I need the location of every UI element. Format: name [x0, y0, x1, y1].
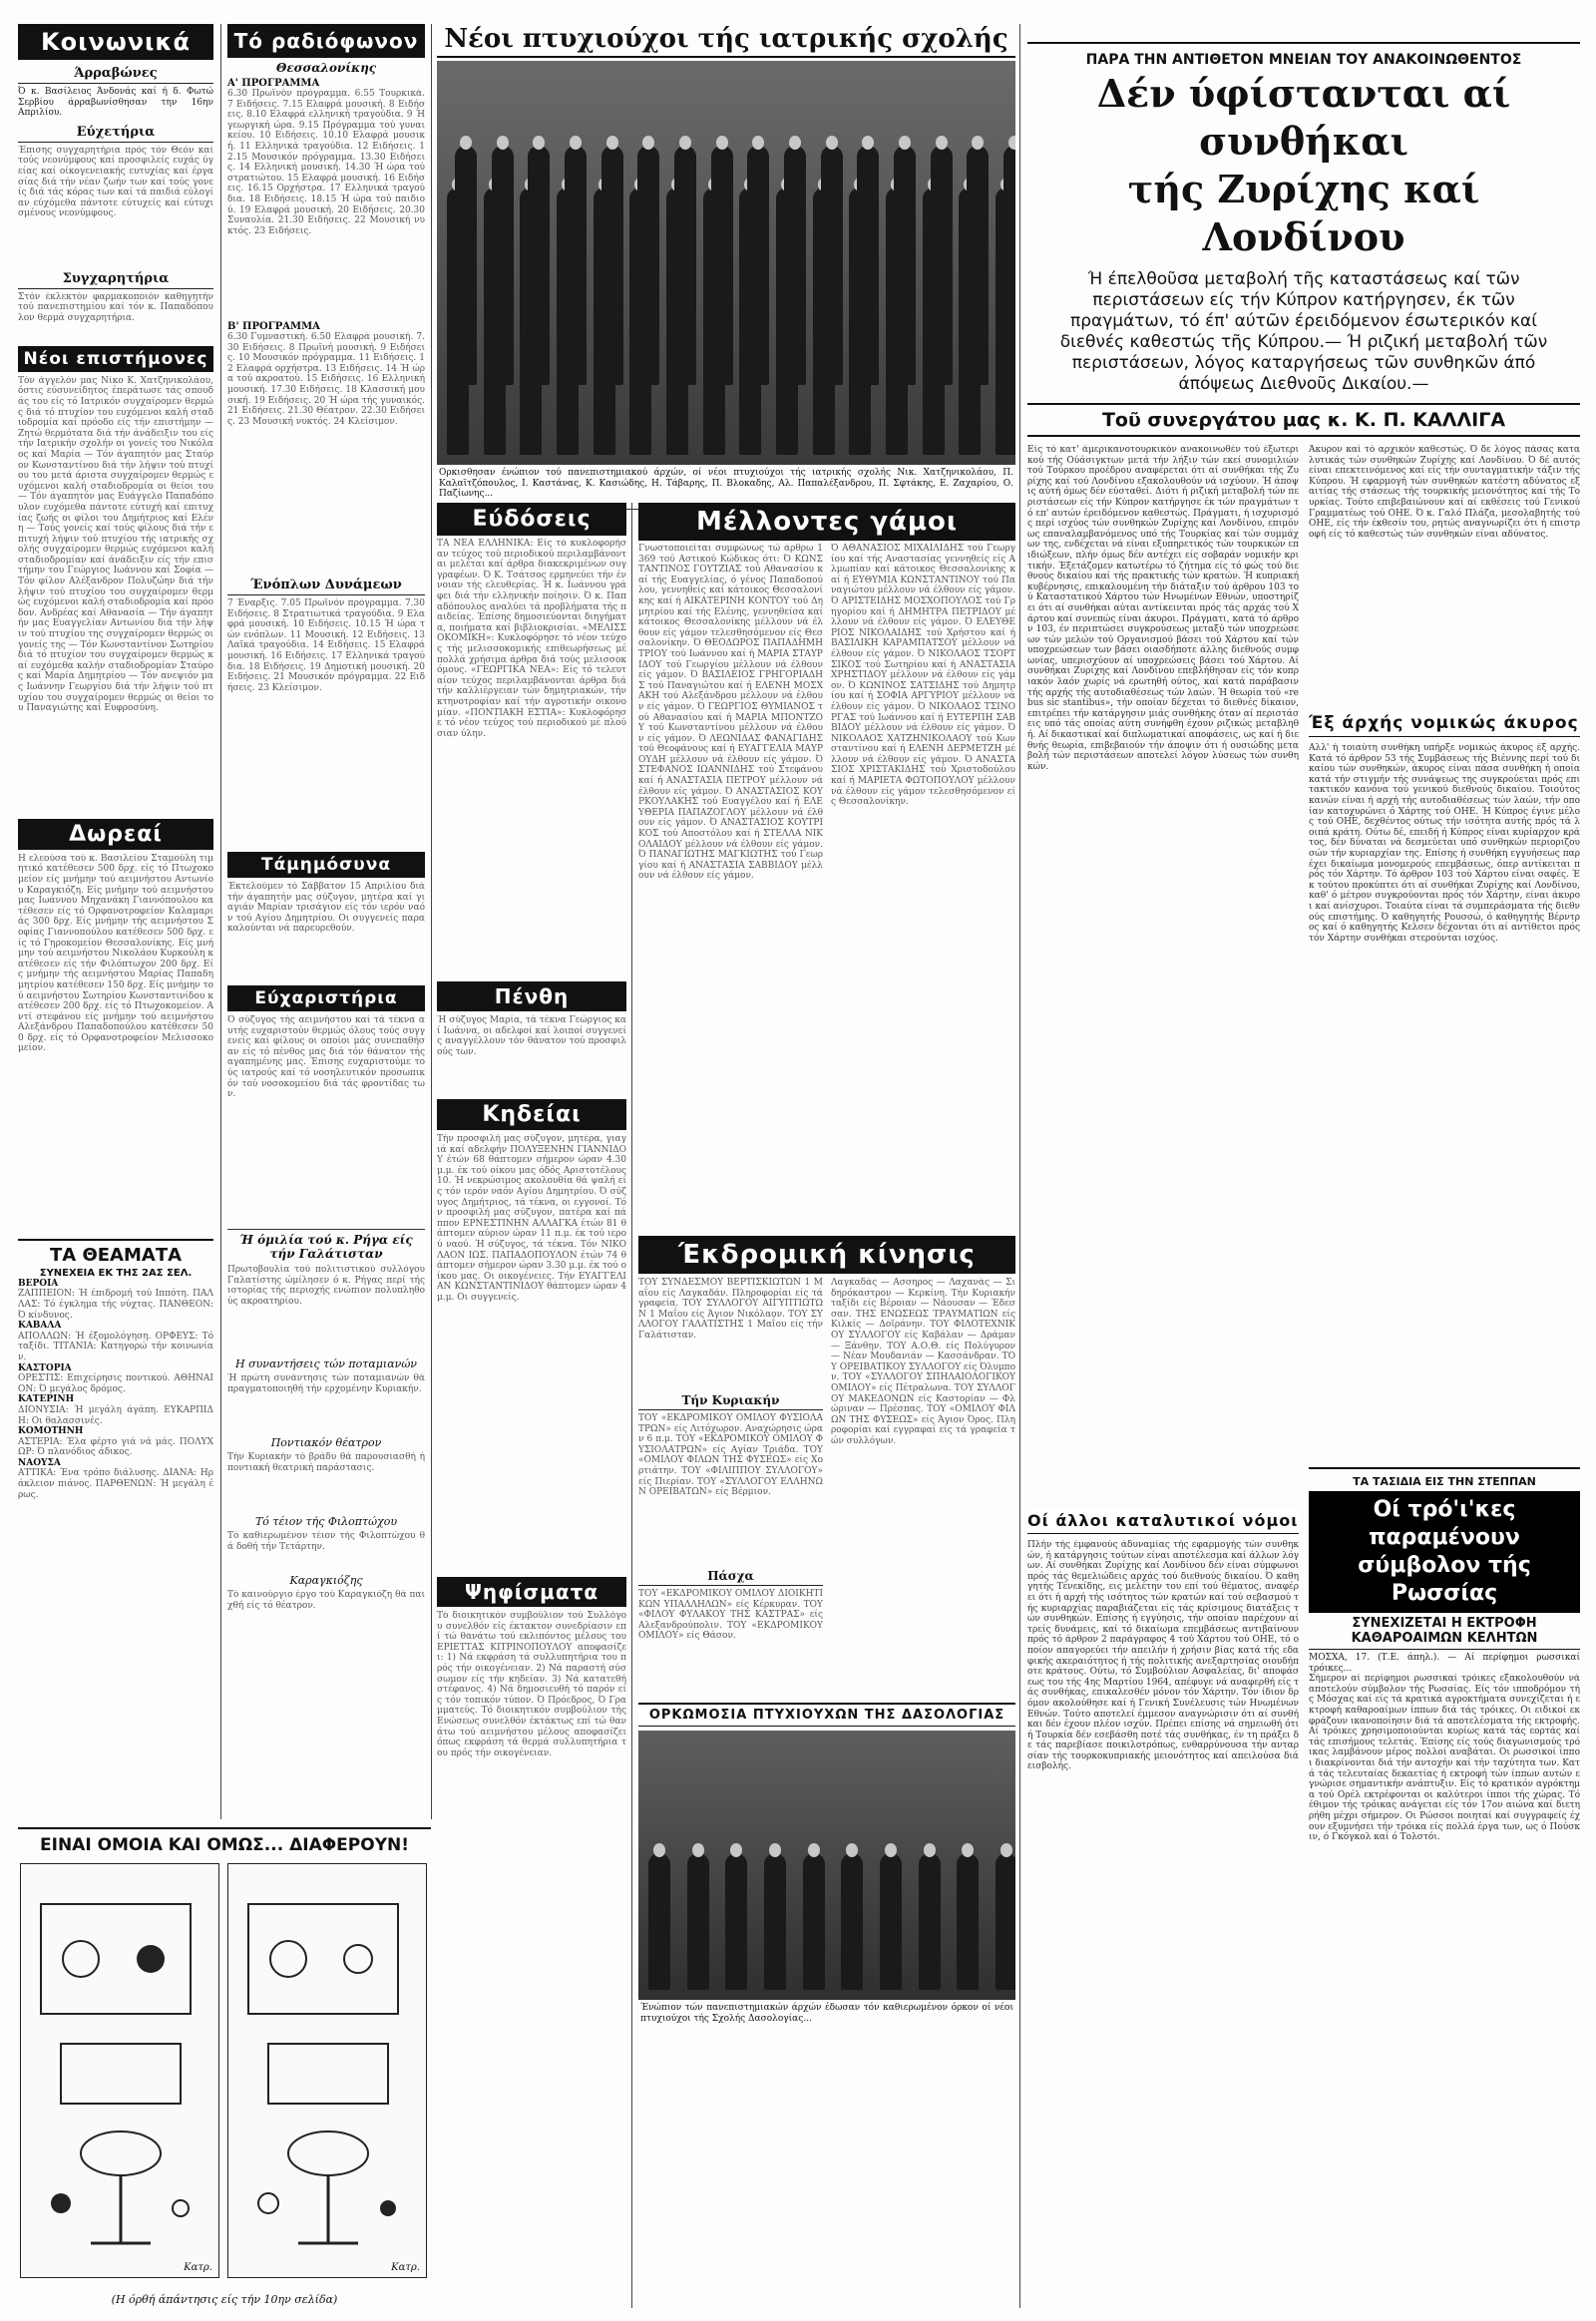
body-text: Πλήν τής έμφανούς άδυναμίας τής εφαρμογής τών συνθηκών, ή κατάργησις τούτων είναι αποτέλεσμα καί άλλων λόγων. Αί συνθήκαι Ζυρίχης καί Λονδίνου δέν είναι σύμφωνοι πρός τάς θεμελιώδεις αρχάς τού διεθνούς δικαίου. Ό καθηγητής Τένεκίδης, εις μελέτην του επί τού θέματος, αναφέρει ότι ή αρχή τής ισότητος τών κρατών καί τού σεβασμού τής κυριαρχίας παραβιάζεται είς τάς κρίσιμους διατάξεις τών συνθηκών. Επίσης ή εγγύησις, τήν οποίαν παρέχουν αί τρείς δυνάμεις, καί τό δικαίωμα επεμβάσεως αντιβαίνουν πρός τό άρθρον 2 παράγραφος 4 τού Χάρτου τού ΟΗΕ, τό οποίον απαγορεύει τήν απειλήν ή χρήσιν βίας κατά τής εδαφικής ακεραιότητος ή τής πολιτικής ανεξαρτησίας οιουδήποτε κράτους. Ούτω, τό Συμβούλιον Ασφαλείας, δι' αποφάσεως του τής 4ης Μαρτίου 1964, απέφυγε νά αναφερθή είς τάς συνθήκας, επικαλεσθέν μόνον τόν Χάρτην. Τόν ίδιον δρόμον ακολούθησε καί ή Γενική Συνέλευσις τών Ηνωμένων Εθνών. Τούτο αποτελεί έμμεσον αναγνώρισιν ότι αί συνθήκαι δέν έχουν πλέον ισχύν. Πρέπει επίσης νά σημειωθή ότι ή Τουρκία δέν εσεβάσθη ποτέ τάς συνθήκας, έν τη πράξει δε τάς παρεβίασε ποικιλοτρόπως, ενθαρρύνουσα τήν ανταρσίαν τής τουρκοκυπριακής μειονότητος καί απειλούσα διά εισβολής. — [1027, 1540, 1299, 1772]
article-kicker: ΠΑΡΑ ΤΗΝ ΑΝΤΙΘΕΤΟΝ ΜΝΕΙΑΝ ΤΟΥ ΑΝΑΚΟΙΝΩΘΕΝΤΟΣ — [1085, 52, 1522, 68]
person-figure — [967, 146, 989, 245]
arravones-text: Ό κ. Βασίλειος Άνδονάς καί ή δ. Φωτώ Σερβίου άρραβωνίσθησαν την 16ην Απριλίου. — [18, 87, 213, 119]
cinema-heading: ΝΑΟΥΣΑ — [18, 1457, 61, 1468]
body-text: Αλλ' ή τοιαύτη συνθήκη υπήρξε νομικώς άκυρος έξ αρχής. Κατά τό άρθρον 53 τής Συμβάσεως τής Βιέννης περί τού δικαίου τών συνθηκών, άκυρος είναι πάσα συνθήκη ή οποία κατά τήν στιγμήν τής συνάψεως της συγκρούεται πρός επιτακτικόν κανόνα τού γενικού διεθνούς δικαίου. Τοιούτος κανών είναι ή αρχή τής αυτοδιαθέσεως τών λαών, τήν οποίαν κατοχυρώνει ό Χάρτης τού ΟΗΕ. Ή Κύπρος έγινε μέλος τού ΟΗΕ, δεχθέντος ούτως τήν ισότητα αυτής πρός τά λοιπά κράτη. Ούτω δέ, επειδή ή Κύπρος είναι κυρίαρχον κράτος, δέν δύναται νά δεσμεύεται υπό συνθηκών περιοριζουσών τήν κυριαρχίαν της. Επίσης ή συνθήκη εγγυήσεως παρέχει δικαίωμα μονομερούς επεμβάσεως, όπερ αντίκειται πρός τόν Χάρτην. Τό άρθρον 103 τού Χάρτου είναι σαφές. Έκ τούτου προκύπτει ότι αί συνθήκαι Ζυρίχης καί Λονδίνου, καθ' ό μέτρον συγκρούονται πρός τόν Χάρτην, είναι άκυροι καί ανίσχυροι. Τοιαύτα είναι τά συμπεράσματα τής διεθνούς επιστήμης. Ό καθηγητής Ρουσσώ, ό καθηγητής Βέρντρος καί ό καθηγητής Κελσεν δέχονται ότι αί αντίθετοι πρός τόν Χάρτην συνθήκαι στερούνται ισχύος. — [1309, 743, 1580, 944]
program-text: 6.30 Γυμναστική. 6.50 Ελαφρά μουσική. 7.30 Ειδήσεις. 8 Πρωϊνή μουσική. 9 Ειδήσεις. 10 Μουσικόν πρόγραμμα. 11 Ειδήσεις. 12 Ελαφρά ορχήστρα. 13 Ειδήσεις. 14 Ή ώρα τού ακροατού. 15 Ειδήσεις. 16 Ελληνική μουσική. 17.30 Ειδήσεις. 18 Κλασσική μουσική. 19 Ειδήσεις. 20 Ή ώρα τής γυναικός. 21 Ειδήσεις. 21.30 Θέατρον. 22.30 Ειδήσεις. 23 Μουσική νυκτός. 24 Κλείσιμον. — [227, 332, 425, 427]
person-head — [460, 136, 472, 150]
photo-caption: Ορκισθησαν ένώπιον τού πανεπιστημιακού άρχών, οί νέοι πτυχιούχοι τής ιατρικής σχολής Νικ. Χατζηνικολάου, Π. Καλαϊτζόπουλος, Ι. Καστάνας, Κ. Κασιώδης, Η. Τάβαρης, Π. Βλοκαδης, Αλ. Παπαλέξανδρου, Π. Σφτάκης, Ε. Ζαχαρίου, Ο. Παζίωνης... — [439, 468, 1013, 500]
person-figure — [687, 1853, 709, 1990]
cinema-heading: ΚΑΤΕΡΙΝΗ — [18, 1394, 75, 1405]
tass-headline-2: σύμβολον τής Ρωσσίας — [1358, 1553, 1531, 1606]
person-head — [1008, 136, 1015, 150]
section-header-mellontes-gamoi: Μέλλοντες γάμοι — [638, 503, 1015, 541]
person-figure — [931, 146, 953, 245]
person-head — [899, 136, 911, 150]
body-text: Ή πρώτη συνάντησις τών ποταμιανών θά πραγματοποιηθή τήν ερχομένην Κυριακήν. — [227, 1373, 425, 1394]
body-text: Πρωτοβουλία τού πολιτιστικού συλλόγου Γαλατίστης ώμίλησεν ό κ. Ρήγας περί τής ιστορίας τής περιοχής ενώπιον πολυπληθούς ακροατηρίου. — [227, 1265, 425, 1307]
tass-subhead-2: ΚΑΘΑΡΟΑΙΜΩΝ ΚΕΛΗΤΩΝ — [1309, 1631, 1580, 1650]
cinema-text: ΟΡΕΣΤΙΣ: Επιχείρησις ποντικού. ΑΘΗΝΑΙΟΝ: Ό μεγάλος δρόμος. — [18, 1373, 213, 1394]
article-byline: Τοῦ συνεργάτου μας κ. Κ. Π. ΚΑΛΛΙΓΑ — [1027, 403, 1580, 437]
subheading-akyros: Έξ άρχής νομικώς άκυρος — [1309, 710, 1580, 737]
person-figure — [957, 1853, 979, 1990]
section-header-psifismata: Ψηφίσματα — [437, 1577, 626, 1607]
body-text: Είς τό κατ' άμερικανοτουρκικόν ανακοινωθέν τού έξωτερικού τής Ούάσιγκτων μετά τήν λήξιν τών εκεί συνομιλιών τού Τούρκου προέδρου αναφέρεται ότι αί συνθήκαι τής Ζυρίχης καί τού Λονδίνου εξακολουθούν νά ισχύουν. Ή άποψις αύτή όμως δέν εύσταθεί. Διότι ή ριζική μεταβολή τών περιστάσεων είς τήν Κύπρον κατήργησε έκ τών πραγμάτων τό επ' αυτών έρειδόμενον καθεστώς. Πράγματι, ή ισχυρισμός περί ισχύος τών συνθηκών Ζυρίχης καί Λονδίνου, επιμόνως επαναλαμβανόμενος υπό τής Τουρκίας καί τών συμμάχων της, ενδέχεται νά είναι εξυπηρετικός τών τουρκικών επιδιώξεων, πλήν όμως δέν αντέχει είς σοβαράν νομικήν κριτικήν. Έξετάζομεν κατωτέρω τό ζήτημα είς τό φώς τού διεθνούς δικαίου καί τής πρακτικής τών κρατών. Ή κυπριακή κυβέρνησις, επικαλουμένη τήν διάταξιν τού άρθρου 103 τού Καταστατικού Χάρτου τών Ηνωμένων Εθνών, υποστηρίζει ότι αί συνθήκαι αύται αντίκεινται πρός τάς αρχάς τού Χάρτου καί συνεπώς είναι άκυροι. Πράγματι, κατά τό άρθρον 103, έν περιπτώσει συγκρούσεως μεταξύ τών υποχρεώσεων τών μελών τού Οργανισμού βάσει τού Χάρτου καί τών υποχρεώσεων των βάσει οιασδήποτε άλλης διεθνούς συμφωνίας, υπερισχύουν αί υποχρεώσεις βάσει τού Χάρτου. Αί συνθήκαι Ζυρίχης καί Λονδίνου επεβλήθησαν είς τόν κυπριακόν λαόν χωρίς νά ερωτηθή ούτος, καί κατά παράβασιν τής αρχής τής αυτοδιαθέσεως τών λαών. Ή θεωρία τού «rebus sic stantibus», τήν οποίαν δέχεται τό διεθνές δίκαιον, επιτρέπει τήν κατάργησιν μιάς συνθήκης όταν αί περιστάσεις υπό τάς οποίας αύτη συνήφθη έχουν ριζικώς μεταβληθή. Αί δικαστικαί καί διπλωματικαί αποφάσεις, ως καί ή διεθνής θεωρία, επιβεβαιούν τήν άποψιν ότι ή ουσιώδης μεταβολή τών περιστάσεων αποτελεί λόγον λύσεως τών συνθηκών. — [1027, 445, 1299, 772]
person-head — [606, 136, 618, 150]
section-header-penthi: Πένθη — [437, 981, 626, 1011]
person-figure — [919, 1853, 941, 1990]
person-figure — [841, 1853, 863, 1990]
body-text: ΤΟΥ ΣΥΝΔΕΣΜΟΥ ΒΕΡΤΙΣΚΙΩΤΩΝ 1 Μαΐου είς Λαγκαδάν. Πληροφορίαι είς τά γραφεία. ΤΟΥ ΣΥΛΛΟΓΟΥ ΑΙΓΥΠΤΙΩΤΩΝ 1 Μαΐου είς Άγιον Νικόλαον. ΤΟΥ ΣΥΛΛΟΓΟΥ ΓΑΛΑΤΙΣΤΗΣ 1 Μαΐου είς τήν Γαλάτισταν. — [638, 1278, 823, 1341]
person-figure — [857, 146, 879, 245]
body-text: Τό καθιερωμένον τέιον τής Φιλοπτώχου θά δοθή τήν Τετάρτην. — [227, 1531, 425, 1552]
tass-headline-1: Οί τρό'ι'κες παραμένουν — [1369, 1497, 1520, 1550]
cinema-heading: ΚΑΒΑΛΑ — [18, 1321, 62, 1332]
cinema-text: ΔΙΟΝΥΣΙΑ: Ή μεγάλη άγάπη. ΕΥΚΑΡΠΙΔΗ: Οι θαλασσινές. — [18, 1404, 213, 1426]
body-text: Τόν άγγελόν μας Νίκο Κ. Χατζηνικολάου, όστις εύσυνείδητος έπεράτωσε τάς σπουδάς του είς τό Ιατρικόν συγχαίρομεν θερμώς διά τό πτυχίον του ευχόμενοι καλή σταδιοδρομία καί πρόοδο είς τήν επιστήμην — Ζητώ θερμότατα διά τήν άνάδειξιν του είς τήν Ιατρικήν σχολήν οι γονείς του Νικόλαος καί Μαρία — Τόν άγαπητόν μας Σταύρον Κωνσταντίνου διά τήν λήψιν τού πτυχίου του μετά άριστα συγχαίρομεν θερμώς ευχόμενοι καλή σταδιοδρομία οι θείοι του — Τόν άγαπητόν μας Ευάγγελο Παπαδόπουλον ευχόμεθα πάντοτε εύτυχή καί επιτυχίας ζωής οι φίλοι του Δημήτριος καί Ελένη — Τούς γονείς καί τούς φίλους διά τήν επιτυχή λήψιν τού πτυχίου τής ιατρικής σχολής συγχαίρομεν θερμώς ευχόμενοι καλή σταδιοδρομίαν καί άνάδειξιν είς τήν επιστήμην του Γεώργιος Ιωάννου καί Σοφία — Τόν φίλον Αλέξανδρον Πολυζώην διά τήν λήψιν τού πτυχίου του συγχαίρομεν θερμώς ευχόμενοι καλή σταδιοδρομία καί πρόοδον. Ανδρέας καί Αθανασία — Τήν άγαπητήν μας Ευαγγελίαν Αντωνίου διά τήν λήψιν τού πτυχίου της συγχαίρομεν θερμώς οι γονείς της — Τόν Κωνσταντίνον Σωτηρίου διά τό πτυχίον του συγχαίρομεν θερμώς καί ευχόμεθα καλήν σταδιοδρομίαν Σταύρος καί Μαρία Δημητρίου — Τόν ανεψιόν μας Ιωάννην Γεωργίου διά τήν λήψιν τού πτυχίου του συγχαίρομεν θερμώς οι θείοι του Παναγιώτης καί Ευφροσύνη. — [18, 375, 213, 714]
cinema-text: ΑΤΤΙΚΑ: Ένα τρόπο διάλυσης. ΔΙΑΝΑ: Ηράκλειον πιάνος. ΠΑΡΘΕΝΩΝ: Ή μεγάλη έρως. — [18, 1468, 213, 1500]
cartoon-block — [18, 1827, 431, 2308]
newspaper-page — [18, 24, 1580, 2308]
person-figure — [747, 146, 769, 245]
article-col-right — [1309, 445, 1580, 2308]
subheading-alloi-nomoi: Οί άλλοι καταλυτικοί νόμοι — [1027, 1508, 1299, 1534]
body-text: Σήμερον αί περίφημοι ρωσσικαί τρόικες εξακολουθούν νά αποτελούν σύμβολον τής Ρωσσίας. Είς τόν ιπποδρόμον τής Μόσχας καί είς τά κρατικά αγροκτήματα συνεχίζεται ή εκτροφή καθαροαίμων ίππων διά τάς τρόικες. Οι ειδικοί εκφράζουν ικανοποίησιν διά τά αποτελέσματα τής εκτροφής. Αί τρόικες χρησιμοποιούνται κυρίως κατά τάς εορτάς καί τάς επισήμους τελετάς. Έπίσης είς τούς διαγωνισμούς τρόικας λαμβάνουν μέρος πολλοί αναβάται. Οι ρωσσικοί ίπποι διακρίνονται διά τήν αντοχήν καί τήν ταχύτητα των. Κατά τάς τελευταίας δεκαετίας ή εκτροφή τών ίππων αυτών εγνώρισε σημαντικήν ανάπτυξιν. Είς τό κρατικόν αγρόκτημα τού Ορέλ εκτρέφονται οι καλύτεροι ίπποι τής χώρας. Τό έθιμον τής τρόικας ανάγεται είς τόν 17ον αιώνα καί διετηρήθη μέχρι σήμερον. Οι Ρώσσοι ποιηταί καί συγγραφείς έχουν εξυμνήσει τήν τρόικα είς πολλά έργα των, ως ό Πούσκιν, ό Γκόγκολ καί ό Τολστόι. — [1309, 1674, 1580, 1843]
cartoon-panel-left — [20, 1863, 219, 2278]
body-text: Ό σύζυγος τής αειμνήστου καί τά τέκνα αυτής ευχαριστούν θερμώς όλους τούς συγγενείς καί φίλους οι οποίοι μάς συνεπαθήσαν είς τό πένθος μας διά τόν θάνατον τής αγαπημένης μας. Έπισης ευχαριστούμε τούς ιατρούς καί τό νοσηλευτικόν προσωπικόν τού νοσοκομείου διά τάς φροντίδας των. — [227, 1015, 425, 1100]
column-radio — [227, 24, 425, 1819]
body-text: ΤΟΥ «ΕΚΔΡΟΜΙΚΟΥ ΟΜΙΛΟΥ ΦΥΣΙΟΛΑΤΡΩΝ» είς Λιτόχωρον. Αναχώρησις ώραν 6 π.μ. ΤΟΥ «ΕΚΔΡΟΜΙΚΟΥ ΟΜΙΛΟΥ ΦΥΣΙΟΛΑΤΡΩΝ» είς Αγίαν Τριάδα. ΤΟΥ «ΟΜΙΛΟΥ ΦΙΛΩΝ ΤΗΣ ΦΥΣΕΩΣ» είς Χορτιάτην. ΤΟΥ «ΦΙΛΙΠΠΟΥ ΣΥΛΛΟΓΟΥ» είς Πιερίαν. ΤΟΥ «ΣΥΛΛΟΓΟΥ ΕΛΛΗΝΩΝ ΟΡΕΙΒΑΤΩΝ» είς Βέρμιον. — [638, 1413, 823, 1498]
person-figure — [492, 146, 514, 245]
section-header-tamimosyna: Τάμημόσυνα — [227, 852, 425, 878]
cartoon-signature: Κατρ. — [184, 2262, 212, 2273]
theamata-list — [18, 1279, 213, 1500]
forestry-graduates-photo — [638, 1731, 1015, 2000]
person-head — [570, 136, 582, 150]
column-divider — [220, 24, 221, 1819]
medical-graduates-headline: Νέοι πτυχιούχοι τής ιατρικής σχολής — [437, 24, 1015, 58]
cartoon-drawing — [21, 1864, 218, 2277]
body-text: Τήν Κυριακήν τό βράδυ θά παρουσιασθή ή ποντιακή θεατρική παράστασις. — [227, 1452, 425, 1473]
cinema-text: ΑΠΟΛΛΩΝ: Ή έξομολόγηση. ΟΡΦΕΥΣ: Τό ταξίδι. ΤΙΤΑΝΙΑ: Κατηγορώ τήν κοινωνίαν. — [18, 1331, 213, 1362]
section-header-koinonika: Κοινωνικά — [18, 24, 213, 60]
cartoon-footer: (Η όρθή άπάντησις είς τήν 10ην σελίδα) — [111, 2293, 338, 2306]
person-head — [679, 136, 691, 150]
person-figure — [1003, 146, 1015, 245]
person-head — [716, 136, 728, 150]
person-figure — [764, 1853, 786, 1990]
person-figure — [565, 146, 587, 245]
person-figure — [601, 146, 623, 245]
person-figure — [528, 146, 550, 245]
omilia-title: Ή όμιλία τού κ. Ρήγα είς τήν Γαλάτισταν — [227, 1229, 425, 1261]
body-text: Γνωστοποιείται συμφώνως τώ άρθρω 1369 τού Αστικού Κώδικος ότι: Ό ΚΩΝΣΤΑΝΤΙΝΟΣ ΓΟΥΤΖΙΑΣ τού Αθανασίου καί τής Ευαγγελίας, ό γένος Παπαδοπούλου, γεννηθείς καί κάτοικος Θεσσαλονίκης καί ή ΑΙΚΑΤΕΡΙΝΗ ΚΟΝΤΟΥ τού Δημητρίου καί τής Ελένης, γεννηθείσα καί κάτοικος Θεσσαλονίκης μέλλουν νά έλθουν είς γάμον τελεσθησόμενον είς Θεσσαλονίκην. Ό ΘΕΟΔΩΡΟΣ ΠΑΠΑΔΗΜΗΤΡΙΟΥ τού Ιωάννου καί ή ΜΑΡΙΑ ΣΤΑΥΡΙΔΟΥ τού Γεωργίου μέλλουν νά έλθουν είς γάμον. Ό ΒΑΣΙΛΕΙΟΣ ΓΡΗΓΟΡΙΑΔΗΣ τού Παναγιώτου καί ή ΕΛΕΝΗ ΜΟΣΧΑΚΗ τού Αλεξάνδρου μέλλουν νά έλθουν είς γάμον. Ό ΓΕΩΡΓΙΟΣ ΘΥΜΙΑΝΟΣ τού Αθανασίου καί ή ΜΑΡΙΑ ΜΠΟΝΤΖΟΥ τού Κωνσταντίνου μέλλουν νά έλθουν είς γάμον. Ό ΛΕΩΝΙΔΑΣ ΦΑΝΑΓΙΔΗΣ τού Θεοφάνους καί ή ΕΥΑΓΓΕΛΙΑ ΜΑΥΡΟΥΔΗ μέλλουν νά έλθουν είς γάμον. Ό ΣΤΕΦΑΝΟΣ ΙΩΑΝΝΙΔΗΣ τού Στεφάνου καί ή ΑΝΑΣΤΑΣΙΑ ΠΕΤΡΟΥ μέλλουν νά έλθουν είς γάμον. Ό ΑΝΑΣΤΑΣΙΟΣ ΚΟΥΡΚΟΥΛΑΚΗΣ τού Ευαγγέλου καί ή ΕΛΕΥΘΕΡΙΑ ΠΑΠΑΖΟΓΛΟΥ μέλλουν νά έλθουν είς γάμον. Ό ΑΝΑΣΤΑΣΙΟΣ ΚΟΥΤΡΙΚΟΣ τού Αποστόλου καί ή ΣΤΕΛΛΑ ΝΙΚΟΛΑΙΔΟΥ μέλλουν νά έλθουν είς γάμον. Ό ΠΑΝΑΓΙΩΤΗΣ ΜΑΓΚΙΩΤΗΣ τού Γεωργίου καί ή ΑΝΑΣΤΑΣΙΑ ΣΑΒΒΙΔΟΥ μέλλουν νά έλθουν είς γάμον. — [638, 544, 823, 882]
column-social — [18, 24, 213, 1819]
cartoon-title: ΕΙΝΑΙ ΟΜΟΙΑ ΚΑΙ ΟΜΩΣ... ΔΙΑΦΕΡΟΥΝ! — [40, 1835, 409, 1855]
divider — [18, 1827, 431, 1829]
section-header-neoi-epistimones: Νέοι επιστήμονες — [18, 346, 213, 372]
section-header-efxaristiria: Εύχαριστήρια — [227, 985, 425, 1011]
section-header-evdoseis: Εύδόσεις — [437, 503, 626, 536]
column-divider — [431, 24, 432, 1819]
person-head — [653, 1843, 665, 1857]
section-header-ekdromiki: Έκδρομική κίνησις — [638, 1236, 1015, 1274]
karagkiozis-title: Καραγκιόζης — [289, 1574, 363, 1587]
cinema-heading: ΒΕΡΟΙΑ — [18, 1278, 59, 1289]
person-figure — [637, 146, 659, 245]
theamata-title: ΤΑ ΘΕΑΜΑΤΑ — [49, 1244, 183, 1266]
subheading-pasxa: Πάσχα — [638, 1569, 823, 1586]
body-text: Έκτελούμεν τό Σάββατον 15 Απριλίου διά τήν άγαπητήν μας σύζυγον, μητέρα καί γιαγιάν Μαρίαν τρισάγιον είς τόν ιερόν ναόν τού Αγίου Δημητρίου. Οι συγγενείς παρακαλούνται νά παρευρεθούν. — [227, 882, 425, 935]
ekdromiki-left — [638, 1278, 823, 1699]
body-text: ΤΑ ΝΕΑ ΕΛΛΗΝΙΚΑ: Είς τό κυκλοφορήσαν τεύχος τού περιοδικού περιλαμβάνονται μελέται καί άρθρα διακεκριμένων συγγραφέων. Ό Κ. Τσάτσος ερμηνεύει τήν έννοιαν τής ελευθερίας. Ή κ. Ιωάννου γράφει διά τήν ελληνικήν ποίησιν. Ό κ. Παπαδόπουλος αναλύει τά προβλήματα τής παιδείας. Έπίσης δημοσιεύονται διηγήματα, ποιήματα καί βιβλιοκρισίαι. «ΜΕΛΙΣΣΟΚΟΜΙΚΗ»: Κυκλοφόρησε τό νέον τεύχος τής μελισσοκομικής επιθεωρήσεως μέ πολλά χρήσιμα άρθρα διά τούς μελισσοκόμους. «ΓΕΩΡΓΙΚΑ ΝΕΑ»: Είς τό τελευταίον τεύχος περιλαμβάνονται άρθρα διά τήν καλλιέργειαν τών δημητριακών, τήν κτηνοτροφίαν καί τήν αγροτικήν οικονομίαν. «ΠΟΝΤΙΑΚΗ ΕΣΤΙΑ»: Κυκλοφόρησε τό νέον τεύχος τού περιοδικού μέ πλούσιαν ύλην. — [437, 539, 626, 739]
body-text: Στόν έκλεκτόν φαρμακοποιόν καθηγητήν τού πανεπιστημίου καί τόν κ. Παπαδόπουλον θερμά συγχαρητήρια. — [18, 291, 213, 323]
tass-dateline: ΜΟΣΧΑ, 17. (Τ.Ε. άπηλ.). — Αί περίφημοι ρωσσικαί τρόικες... — [1309, 1653, 1580, 1674]
body-text: Ό ΑΘΑΝΑΣΙΟΣ ΜΙΧΑΙΛΙΔΗΣ τού Γεωργίου καί τής Αναστασίας γεννηθείς είς Αλμωπίαν καί κάτοικος Θεσσαλονίκης καί ή ΕΥΘΥΜΙΑ ΚΩΝΣΤΑΝΤΙΝΟΥ τού Παναγιώτου μέλλουν νά έλθουν είς γάμον. Ό ΑΡΙΣΤΕΙΔΗΣ ΜΟΣΧΟΠΟΥΛΟΣ τού Γρηγορίου καί ή ΔΗΜΗΤΡΑ ΠΕΤΡΙΔΟΥ μέλλουν νά έλθουν είς γάμον. Ό ΕΛΕΥΘΕΡΙΟΣ ΝΙΚΟΛΑΙΔΗΣ τού Χρήστου καί ή ΒΑΣΙΛΙΚΗ ΚΑΡΑΜΠΑΤΣΟΥ μέλλουν νά έλθουν είς γάμον. Ό ΝΙΚΟΛΑΟΣ ΤΣΟΡΤΣΙΚΟΣ τού Σωτηρίου καί ή ΑΝΑΣΤΑΣΙΑ ΧΡΗΣΤΙΔΟΥ μέλλουν νά έλθουν είς γάμον. Ό ΚΩΝΙΝΟΣ ΣΑΤΣΙΔΗΣ τού Δημητρίου καί ή ΣΟΦΙΑ ΑΡΓΥΡΙΟΥ μέλλουν νά έλθουν είς γάμον. Ό ΝΙΚΟΛΑΟΣ ΤΣΙΝΟΡΓΑΣ τού Ιωάννου καί ή ΕΥΤΕΡΠΗ ΣΑΒΒΙΔΟΥ μέλλουν νά έλθουν είς γάμον. Ό ΝΙΚΟΛΑΟΣ ΧΑΤΖΗΝΙΚΟΛΑΟΥ τού Κωνσταντίνου καί ή ΕΛΕΝΗ ΔΕΡΜΕΤΖΗ μέλλουν νά έλθουν είς γάμον. Ό ΑΝΑΣΤΑΣΙΟΣ ΧΡΙΣΤΑΚΙΔΗΣ τού Χριστοδούλου καί ή ΜΑΡΙΕΤΑ ΦΩΤΟΠΟΥΛΟΥ μέλλουν νά έλθουν είς γάμον τελεσθησόμενον είς Θεσσαλονίκην. — [831, 544, 1015, 808]
synastiseis-title: Η συναντήσεις τών ποταμιανών — [235, 1357, 417, 1370]
cinema-heading: ΚΑΣΤΟΡΙΑ — [18, 1362, 72, 1373]
article-body — [1027, 445, 1580, 2308]
right-article — [1027, 24, 1580, 2308]
section-header-radio: Τό ραδιόφωνον — [227, 24, 425, 58]
person-head — [826, 136, 838, 150]
column-divider — [1019, 24, 1020, 2308]
person-head — [692, 1843, 704, 1857]
person-figure — [455, 146, 477, 245]
tass-subhead: ΣΥΝΕΧΙΖΕΤΑΙ Η ΕΚΤΡΟΦΗ — [1352, 1616, 1537, 1631]
article-deck: Ή έπελθοῦσα μεταβολή τῆς καταστάσεως καί τῶν περιστάσεων είς τήν Κύπρον κατήργησεν, έκ τῶν πραγμάτων, τό έπ' αύτῶν έρειδόμενον έσωτερικόν καί διεθνές καθεστώς τῆς Κύπρου.— Ή ριζική μεταβολή τῶν περιστάσεων, λόγος καταργήσεως τῶν συνθηκῶν άπό άπόψεως Διεθνοῦς Δικαίου.— — [1059, 269, 1548, 394]
orkomosia-caption: Ένώπιον τών πανεπιστημιακών άρχών έδωσαν τόν καθιερωμένον όρκον οί νέοι πτυχιούχοι τής Σχολής Δασολογίας... — [640, 2003, 1013, 2024]
person-head — [808, 1843, 820, 1857]
column-divider — [631, 503, 632, 2308]
body-text: Η ελεούσα τού κ. Βασιλείου Σταμούλη τιμητικό κατέθεσεν 500 δρχ. είς τό Πτωχοκομείον είς μνήμην τού αειμνήστου Αντωνίου Καραγκιόζη. Είς μνήμην τού αειμνήστου μας Ιωάννου Μηχανάκη Γιαννόπουλου κατέθεσεν είς τό Ορφανοτροφείον Καλαμαριάς 300 δρχ. Είς μνήμην τής αειμνήστου Σοφίας Γιαννοπούλου κατέθεσεν 500 δρχ. είς τό Γηροκομείον Θεσσαλονίκης. Είς μνήμην τού αειμνήστου Νικολάου Κυρκούλη κατέθεσεν είς τήν Φιλόπτωχον 200 δρχ. Είς μνήμην τής αειμνήστου Μαρίας Παπαδημητρίου κατέθεσεν 150 δρχ. Είς μνήμην τού αειμνήστου Σωτηρίου Κωνσταντινίδου κατέθεσεν 200 δρχ. είς τό Πτωχοκομείον. Αντί στεφάνου είς μνήμην τού αειμνήστου Αλεξάνδρου Παπαδοπούλου κατέθεσεν 500 δρχ. είς τό Ορφανοτροφείον Μελισσοκομείον. — [18, 853, 213, 1054]
person-figure — [711, 146, 733, 245]
cartoon-panel-right — [227, 1863, 427, 2278]
b-program-label: Β' ΠΡΟΓΡΑΜΜΑ — [227, 321, 320, 332]
program-text: 7 Έναρξις. 7.05 Πρωϊνόν πρόγραμμα. 7.30 Ειδήσεις. 8 Στρατιωτικά τραγούδια. 9 Ελαφρά μουσική. 10 Ειδήσεις. 10.15 Ή ώρα τών ενόπλων. 11 Μουσική. 12 Ειδήσεις. 13 Λαϊκά τραγούδια. 14 Ειδήσεις. 15 Ελαφρά μουσική. 16 Ειδήσεις. 17 Ελληνικά τραγούδια. 18 Ειδήσεις. 19 Δημοτική μουσική. 20 Ειδήσεις. 21 Μουσικόν πρόγραμμα. 22 Ειδήσεις. 23 Κλείσιμον. — [227, 598, 425, 693]
top-rule — [1027, 42, 1580, 44]
center-block — [437, 24, 1015, 2308]
person-figure — [648, 1853, 670, 1990]
a-program-label: Α' ΠΡΟΓΡΑΜΜΑ — [227, 78, 320, 89]
body-text: Τό διοικητικόν συμβούλιον τού Συλλόγου συνελθόν είς έκτακτον συνεδρίασιν επί τώ θανάτω τού εκλιπόντος μέλους του ΕΡΙΕΤΤΑΣ ΚΙΤΡΙΝΟΠΟΥΛΟΥ αποφασίζει: 1) Νά εκφράση τά συλλυπητήρια του πρός τήν οικογένειαν. 2) Νά παραστή σύσσωμον είς τήν κηδείαν. 3) Νά κατατεθή στέφανος. 4) Νά δημοσιευθή τό παρόν είς τόν τοπικόν τύπον. Ό Πρόεδρος, Ό Γραμματεύς. Τό διοικητικόν συμβούλιον τής Ενώσεως συνελθόν έκτάκτως επί τώ θανάτω τού αειμνήστου μέλους αποφασίζει όπως εκφράση τά θερμά συλλυπητήρια του πρός τήν οικογένειαν. — [437, 1611, 626, 1758]
program-text: 6.30 Πρωϊνόν πρόγραμμα. 6.55 Τουρκικά. 7 Ειδήσεις. 7.15 Ελαφρά μουσική. 8 Ειδήσεις. 8.10 Ελαφρά ελληνική τραγούδια. 9 Ή γεωργική ώρα. 9.15 Πρόγραμμα τού γυναικείου. 10 Ειδήσεις. 10.10 Ελαφρά μουσική. 11 Ελληνικά τραγούδια. 12 Ειδήσεις. 12.15 Μουσικόν πρόγραμμα. 13.30 Ειδήσεις. 14 Ελληνική μουσική. 14.30 Ή ώρα τού στρατιώτου. 15 Ελαφρά μουσική. 16 Ειδήσεις. 16.15 Ορχήστρα. 17 Ελληνικά τραγούδια. 18 Ειδήσεις. 18.15 Ή ώρα τού παιδιού. 19 Ελαφρά μουσική. 20 Ειδήσεις. 20.30 Συναυλία. 21.30 Ειδήσεις. 22 Μουσική νυκτός. 23 Ειδήσεις. — [227, 89, 425, 236]
article-headline-1: Δέν ύφίστανται αί συνθήκαι — [1096, 71, 1511, 164]
person-figure — [784, 146, 806, 245]
person-head — [885, 1843, 897, 1857]
center-lower-left — [437, 503, 626, 2020]
center-lower-right — [638, 503, 1015, 2040]
article-col-left — [1027, 445, 1299, 2308]
person-figure — [996, 1853, 1015, 1990]
person-figure — [880, 1853, 902, 1990]
person-head — [924, 1843, 936, 1857]
person-figure — [803, 1853, 825, 1990]
subheading-sygxaritiria: Συγχαρητήρια — [18, 271, 213, 289]
article-headline-2: τής Ζυρίχης καί Λονδίνου — [1127, 167, 1480, 259]
radio-station: Θεσσαλονίκης — [275, 61, 377, 75]
subheading-efxaristiria: Εύχετήρια — [18, 125, 213, 143]
cinema-text: ΖΑΠΠΕΙΟΝ: Ή έπιδρομή τού Ιππότη. ΠΑΛΛΑΣ: Τό έγκλημα τής νύχτας. ΠΑΝΘΕΟΝ: Ό κίνδυνος. — [18, 1289, 213, 1321]
ekdromiki-columns — [638, 1278, 1015, 1699]
body-text: Τό καινούργιο έργο τού Καραγκιόζη θά παιχθή είς τό θέατρον. — [227, 1590, 425, 1611]
person-figure — [674, 146, 696, 245]
section-header-doreai: Δωρεαί — [18, 819, 213, 850]
section-header-orkomosia: ΟΡΚΩΜΟΣΙΑ ΠΤΥΧΙΟΥΧΩΝ ΤΗΣ ΔΑΣΟΛΟΓΙΑΣ — [638, 1703, 1015, 1727]
graduates-photo — [437, 61, 1015, 465]
cinema-text: ΑΣΤΕΡΙΑ: Έλα φέρτο γιά νά μάς. ΠΟΛΥΧΩΡ: Ό πλανόδιος άδικος. — [18, 1436, 213, 1458]
cinema-heading: ΚΟΜΟΤΗΝΗ — [18, 1426, 84, 1437]
person-head — [1000, 1843, 1012, 1857]
divider — [18, 1239, 213, 1241]
tass-headline — [1309, 1491, 1580, 1613]
subheading-arravones: Άρραβώνες — [18, 66, 213, 84]
theamata-subtitle: ΣΥΝΕΧΕΙΑ ΕΚ ΤΗΣ 2ΑΣ ΣΕΛ. — [39, 1267, 193, 1279]
cartoon-signature: Κατρ. — [391, 2262, 420, 2273]
person-head — [936, 136, 948, 150]
divider — [1309, 1467, 1580, 1469]
person-head — [789, 136, 801, 150]
person-head — [497, 136, 509, 150]
subheading-enoplon: Ένόπλων Δυνάμεων — [227, 578, 425, 595]
body-text: Ή σύζυγος Μαρία, τά τέκνα Γεώργιος καί Ιωάννα, οι αδελφοί καί λοιποί συγγενείς αναγγέλλουν τόν θάνατον τού προσφιλούς των. — [437, 1015, 626, 1057]
body-text: Άκυρον καί τό αρχικόν καθεστώς. Ό δε λόγος πάσας καταλυτικάς τών συνθηκών Ζυρίχης καί Λονδίνου. Ό δέ αυτός είναι επεκτεινόμενος καί είς τήν συνταγματικήν τάξιν τής Κύπρου. Ή εφαρμογή τών συνθηκών κατέστη αδύνατος εξ αιτίας τής στάσεως τής τουρκικής μειονότητος καί τής Τουρκίας. Τούτο επιβεβαιώνουν καί αί εκθέσεις τού Γενικού Γραμματέως τού ΟΗΕ. Ό κ. Γαλό Πλάζα, μεσολαβητής τού ΟΗΕ, είς τήν έκθεσίν του, ρητώς αναγνωρίζει ότι ή επιστροφή είς τό καθεστώς τών συνθηκών είναι αδύνατος. — [1309, 445, 1580, 540]
tass-kicker: ΤΑ ΤΑΣΙΔΙΑ ΕΙΣ ΤΗΝ ΣΤΕΠΠΑΝ — [1353, 1475, 1536, 1488]
filoptoxou-title: Τό τέιον τής Φιλοπτώχου — [254, 1515, 398, 1528]
body-text: Λαγκαδάς — Ασσηρος — Λαχανάς — Σιδηρόκαστρον — Κερκίνη. Τήν Κυριακήν ταξίδι είς Βέροιαν — Νάουσαν — Έδεσσαν. ΤΗΣ ΕΝΩΣΕΩΣ ΤΡΑΥΜΑΤΙΩΝ είς Κιλκίς — Δοϊράνην. ΤΟΥ ΦΙΛΟΤΕΧΝΙΚΟΥ ΣΥΛΛΟΓΟΥ είς Καβάλαν — Δράμαν — Ξάνθην. ΤΟΥ Α.Ο.Θ. είς Πολύγυρον — Νέαν Μουδανιάν — Κασσάνδραν. ΤΟΥ ΟΡΕΙΒΑΤΙΚΟΥ ΣΥΛΛΟΓΟΥ είς Όλυμπον. ΤΟΥ «ΣΥΛΛΟΓΟΥ ΣΠΗΛΑΙΟΛΟΓΙΚΟΥ ΟΜΙΛΟΥ» είς Πέτραλωνα. ΤΟΥ ΣΥΛΛΟΓΟΥ ΜΑΚΕΔΟΝΩΝ είς Καστορίαν — Φλώριναν — Πρέσπας. ΤΟΥ «ΟΜΙΛΟΥ ΦΙΛΩΝ ΤΗΣ ΦΥΣΕΩΣ» είς Άγιον Όρος. Πληροφορίαι καί εγγραφαί είς τά γραφεία τών συλλόγων. — [831, 1278, 1015, 1446]
pontiakon-title: Ποντιακόν θέατρον — [270, 1436, 382, 1449]
cartoon-drawing — [228, 1864, 426, 2277]
section-header-kideiai: Κηδείαι — [437, 1099, 626, 1130]
person-figure — [821, 146, 843, 245]
body-text: ΤΟΥ «ΕΚΔΡΟΜΙΚΟΥ ΟΜΙΛΟΥ ΔΙΟΙΚΗΤΙΚΩΝ ΥΠΑΛΛΗΛΩΝ» είς Κέρκυραν. ΤΟΥ «ΦΙΛΟΥ ΦΥΛΑΚΟΥ ΤΗΣ ΚΑΣΤΡΑΣ» είς Αλεξανδρούπολιν. ΤΟΥ «ΕΚΔΡΟΜΙΚΟΥ ΟΜΙΛΟΥ» είς Θάσον. — [638, 1589, 823, 1642]
person-head — [769, 1843, 781, 1857]
person-figure — [894, 146, 916, 245]
body-text: Έπισης συγχαρητήρια πρός τόν Θεόν καί τούς νεονύμφους καί προσφιλείς ευχάς ύγείας καί οίκογενειακής ευτυχίας καί έργασίας διά τήν νέαν ζωήν των καί τούς γονείς διά τάς κόρας των καί τά παιδιά εύλογίαν εύχόμεθα πάντοτε εύτυχείς καί εύτυχισμένους νεονύμφους. — [18, 145, 213, 219]
person-figure — [725, 1853, 747, 1990]
subheading-kyriakin: Τήν Κυριακήν — [638, 1393, 823, 1410]
body-text: Τήν προσφιλή μας σύζυγον, μητέρα, γιαγιά καί αδελφήν ΠΟΛΥΞΕΝΗΝ ΓΙΑΝΝΙΔΟΥ έτών 68 θάπτομεν σήμερον ώραν 4.30 μ.μ. έκ τού οίκου μας όδός Αριστοτέλους 10. Ή νεκρώσιμος ακολουθία θά ψαλή είς τόν ιερόν ναόν Αγίου Δημητρίου. Ό σύζυγος Δημήτριος, τά τέκνα, οι εγγονοί. Τόν προσφιλή μας σύζυγον, πατέρα καί πάππον ΕΡΝΕΣΤΙΝΗΝ ΑΛΛΑΓΚΑ έτών 81 θάπτομεν αύριον ώραν 11 π.μ. έκ τού ιερού ναού. Ή σύζυγος, τά τέκνα. Τόν ΝΙΚΟΛΑΟΝ ΙΩΣ. ΠΑΠΑΔΟΠΟΥΛΟΝ έτών 74 θάπτομεν σήμερον ώραν 3.30 μ.μ. έκ τού οίκου μας. Οι οικογένειες. Τήν ΕΥΑΓΓΕΛΙΑΝ ΚΩΝΣΤΑΝΤΙΝΙΔΟΥ θάπτομεν ώραν 4 μ.μ. Οι συγγενείς. — [437, 1134, 626, 1303]
gamoi-columns — [638, 544, 1015, 1232]
